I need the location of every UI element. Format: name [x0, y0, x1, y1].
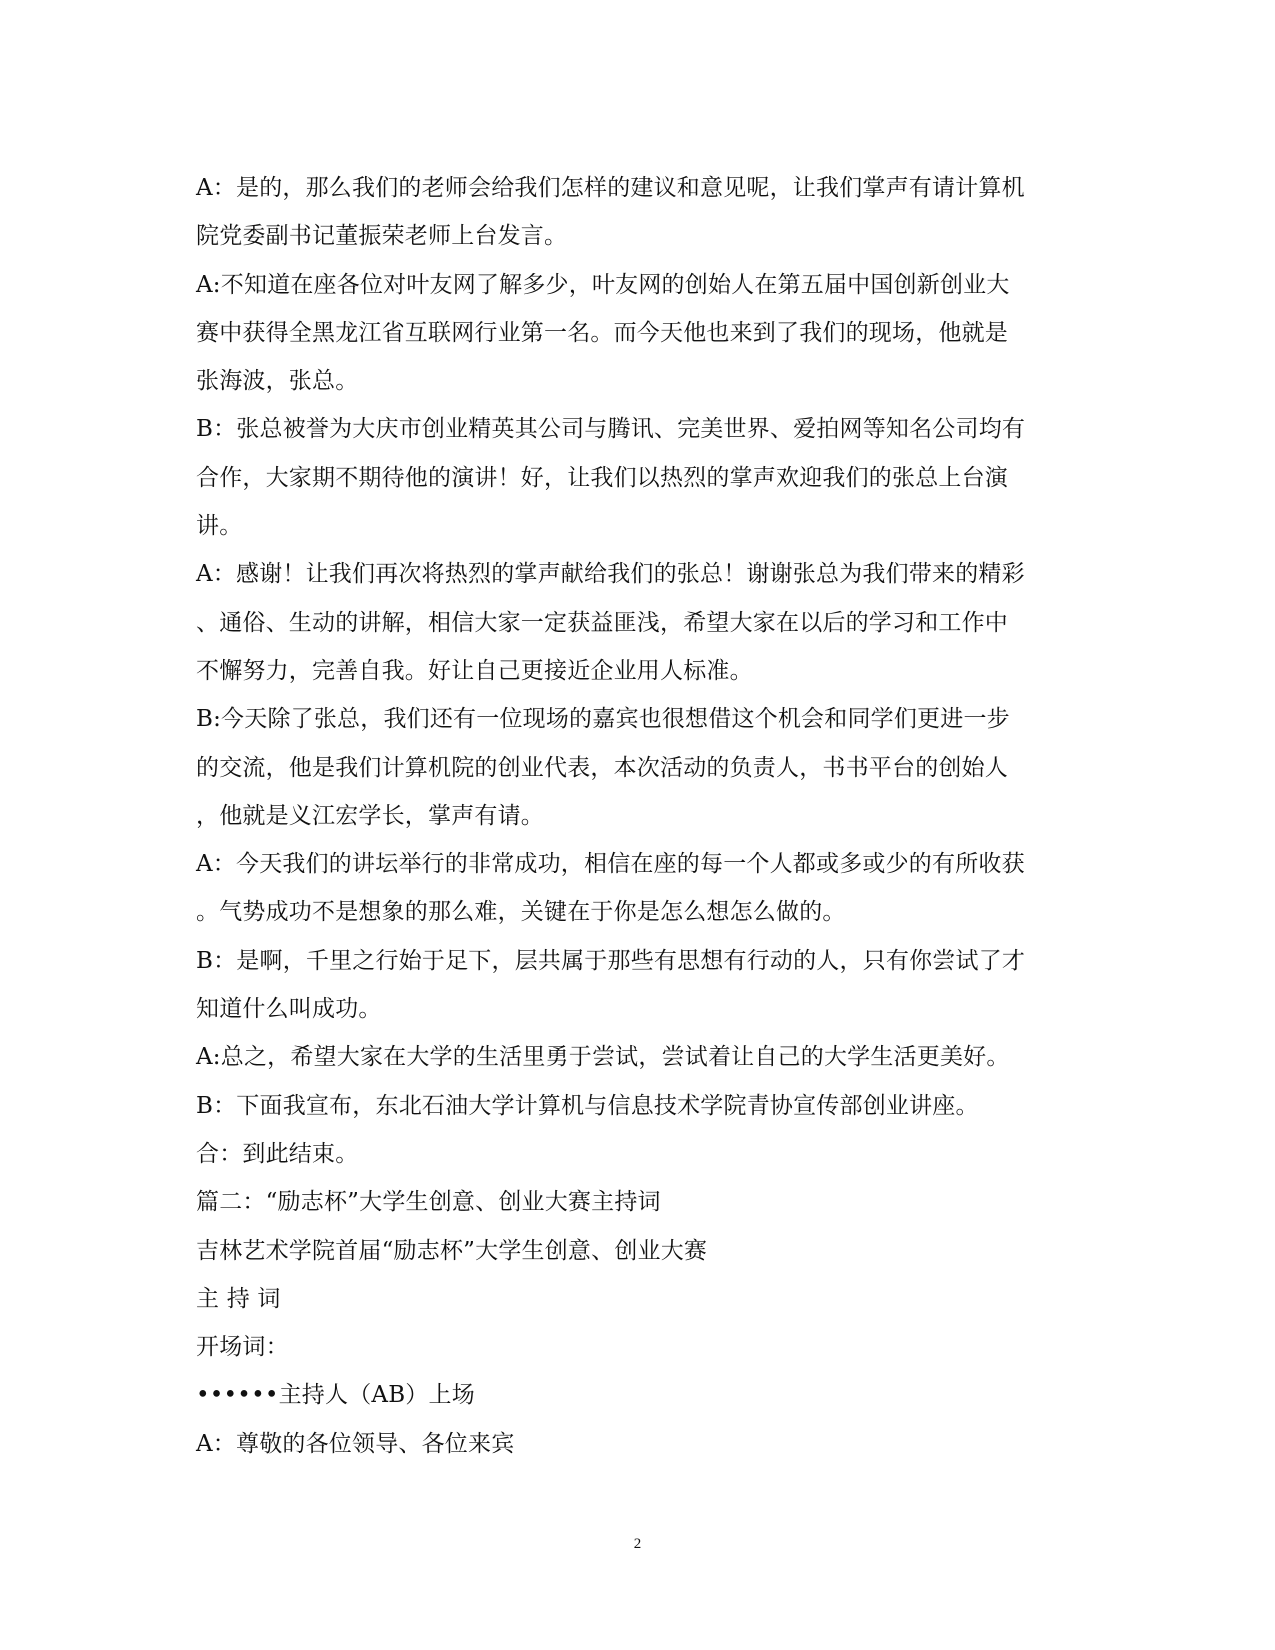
text-line: B:今天除了张总，我们还有一位现场的嘉宾也很想借这个机会和同学们更进一步	[196, 706, 1010, 733]
text-line: 的交流，他是我们计算机院的创业代表，本次活动的负责人，书书平台的创始人	[196, 754, 1008, 781]
text-line: 讲。	[196, 513, 243, 540]
text-line: 合：到此结束。	[196, 1140, 359, 1167]
document-body	[196, 164, 1086, 1468]
text-line: A:总之，希望大家在大学的生活里勇于尝试，尝试着让自己的大学生活更美好。	[196, 1044, 1010, 1071]
script-label: 主 持 词	[196, 1285, 281, 1312]
text-line: 院党委副书记董振荣老师上台发言。	[196, 223, 568, 250]
text-line: A：感谢！让我们再次将热烈的掌声献给我们的张总！谢谢张总为我们带来的精彩	[196, 561, 1025, 588]
text-line: A:不知道在座各位对叶友网了解多少，叶友网的创始人在第五届中国创新创业大	[196, 271, 1010, 298]
text-line: 赛中获得全黑龙江省互联网行业第一名。而今天他也来到了我们的现场，他就是	[196, 319, 1008, 346]
text-line: 不懈努力，完善自我。好让自己更接近企业用人标准。	[196, 657, 753, 684]
text-line: A：尊敬的各位领导、各位来宾	[196, 1430, 515, 1457]
text-line: 、通俗、生动的讲解，相信大家一定获益匪浅，希望大家在以后的学习和工作中	[196, 609, 1008, 636]
text-line: B：是啊，千里之行始于足下，层共属于那些有思想有行动的人，只有你尝试了才	[196, 947, 1026, 974]
text-line: 知道什么叫成功。	[196, 996, 382, 1023]
section-heading: 篇二：“励志杯”大学生创意、创业大赛主持词	[196, 1189, 661, 1216]
text-line: B：下面我宣布，东北石油大学计算机与信息技术学院青协宣传部创业讲座。	[196, 1092, 979, 1119]
text-line: ，他就是义江宏学长，掌声有请。	[196, 802, 544, 829]
stage-direction: ••••••主持人（AB）上场	[196, 1382, 475, 1409]
text-line: A：今天我们的讲坛举行的非常成功，相信在座的每一个人都或多或少的有所收获	[196, 851, 1025, 878]
event-title: 吉林艺术学院首届“励志杯”大学生创意、创业大赛	[196, 1237, 708, 1264]
page-number: 2	[633, 1536, 642, 1552]
text-line: 张海波，张总。	[196, 368, 359, 395]
opening-label: 开场词：	[196, 1334, 289, 1361]
text-line: B：张总被誉为大庆市创业精英其公司与腾讯、完美世界、爱拍网等知名公司均有	[196, 416, 1026, 443]
text-line: A：是的，那么我们的老师会给我们怎样的建议和意见呢，让我们掌声有请计算机	[196, 175, 1025, 201]
text-line: 合作，大家期不期待他的演讲！好，让我们以热烈的掌声欢迎我们的张总上台演	[196, 464, 1008, 491]
text-line: 。气势成功不是想象的那么难，关键在于你是怎么想怎么做的。	[196, 899, 846, 926]
